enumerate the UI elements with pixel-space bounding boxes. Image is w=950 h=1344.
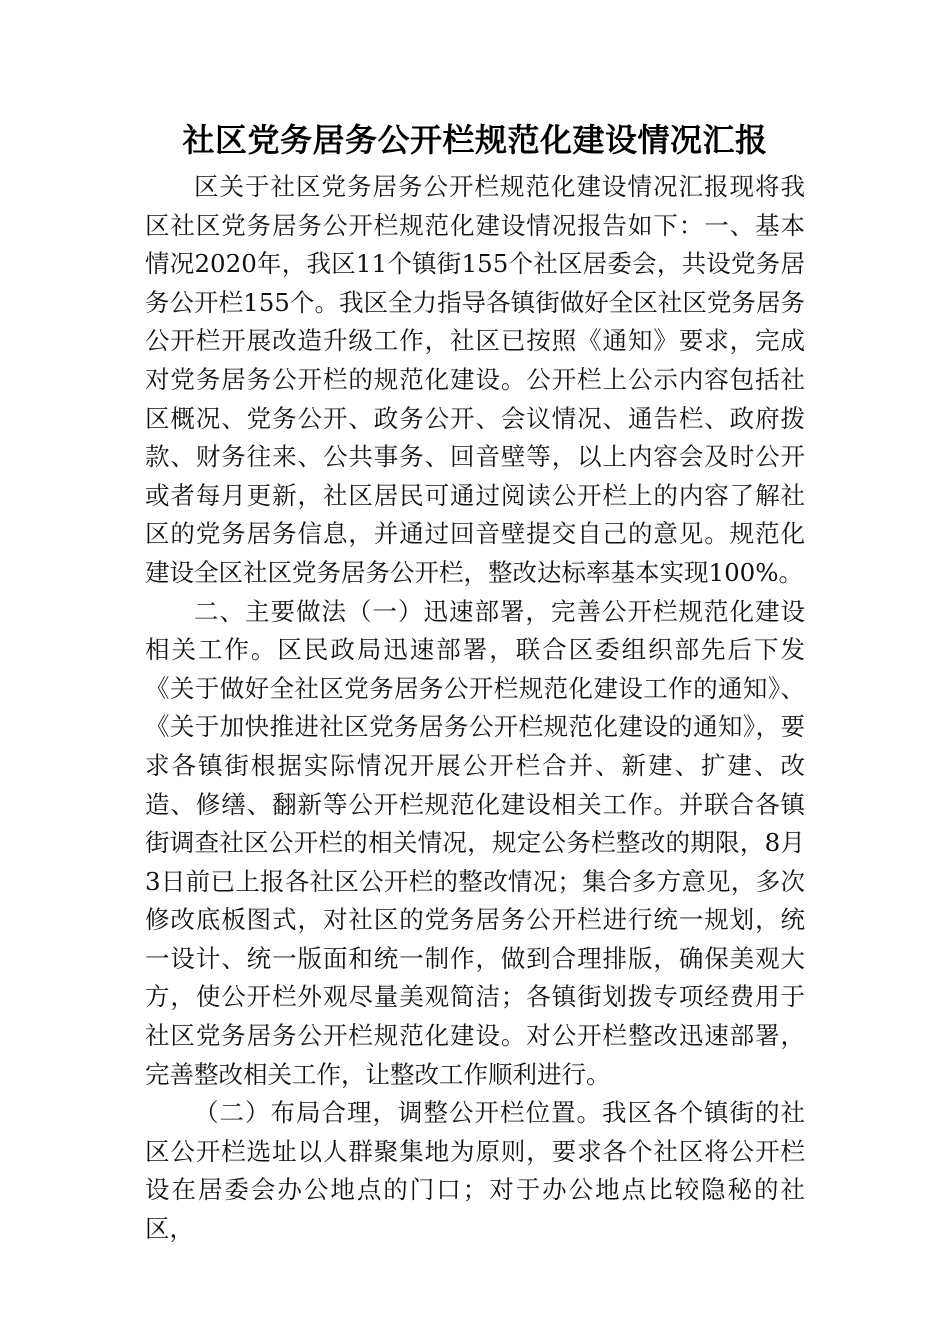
document-body xyxy=(145,168,805,1249)
document-title: 社区党务居务公开栏规范化建设情况汇报 xyxy=(182,121,768,159)
paragraph-layout-adjustment: （二）布局合理，调整公开栏位置。我区各个镇街的社区公开栏选址以人群聚集地为原则，要求各个社区将公开栏设在居委会办公地点的门口；对于办公地点比较隐秘的社区， xyxy=(145,1098,805,1244)
paragraph-main-practices: 二、主要做法（一）迅速部署，完善公开栏规范化建设相关工作。区民政局迅速部署，联合区委组织部先后下发《关于做好全社区党务居务公开栏规范化建设工作的通知》、《关于加快推进社区党务居务公开栏规范化建设的通知》，要求各镇街根据实际情况开展公开栏合并、新建、扩建、改造、修缮、翻新等公开栏规范化建设相关工作。并联合各镇街调查社区公开栏的相关情况，规定公务栏整改的期限，8月3日前已上报各社区公开栏的整改情况；集合多方意见，多次修改底板图式，对社区的党务居务公开栏进行统一规划，统一设计、统一版面和统一制作，做到合理排版，确保美观大方，使公开栏外观尽量美观简洁；各镇街划拨专项经费用于社区党务居务公开栏规范化建设。对公开栏整改迅速部署，完善整改相关工作，让整改工作顺利进行。 xyxy=(145,596,805,1089)
paragraph-basic-situation: 区关于社区党务居务公开栏规范化建设情况汇报现将我区社区党务居务公开栏规范化建设情况报告如下：一、基本情况2020年，我区11个镇街155个社区居委会，共设党务居务公开栏155个。我区全力指导各镇街做好全区社区党务居务公开栏开展改造升级工作，社区已按照《通知》要求，完成对党务居务公开栏的规范化建设。公开栏上公示内容包括社区概况、党务公开、政务公开、会议情况、通告栏、政府拨款、财务往来、公共事务、回音壁等，以上内容会及时公开或者每月更新，社区居民可通过阅读公开栏上的内容了解社区的党务居务信息，并通过回音壁提交自己的意见。规范化建设全区社区党务居务公开栏，整改达标率基本实现100%。 xyxy=(145,172,805,587)
